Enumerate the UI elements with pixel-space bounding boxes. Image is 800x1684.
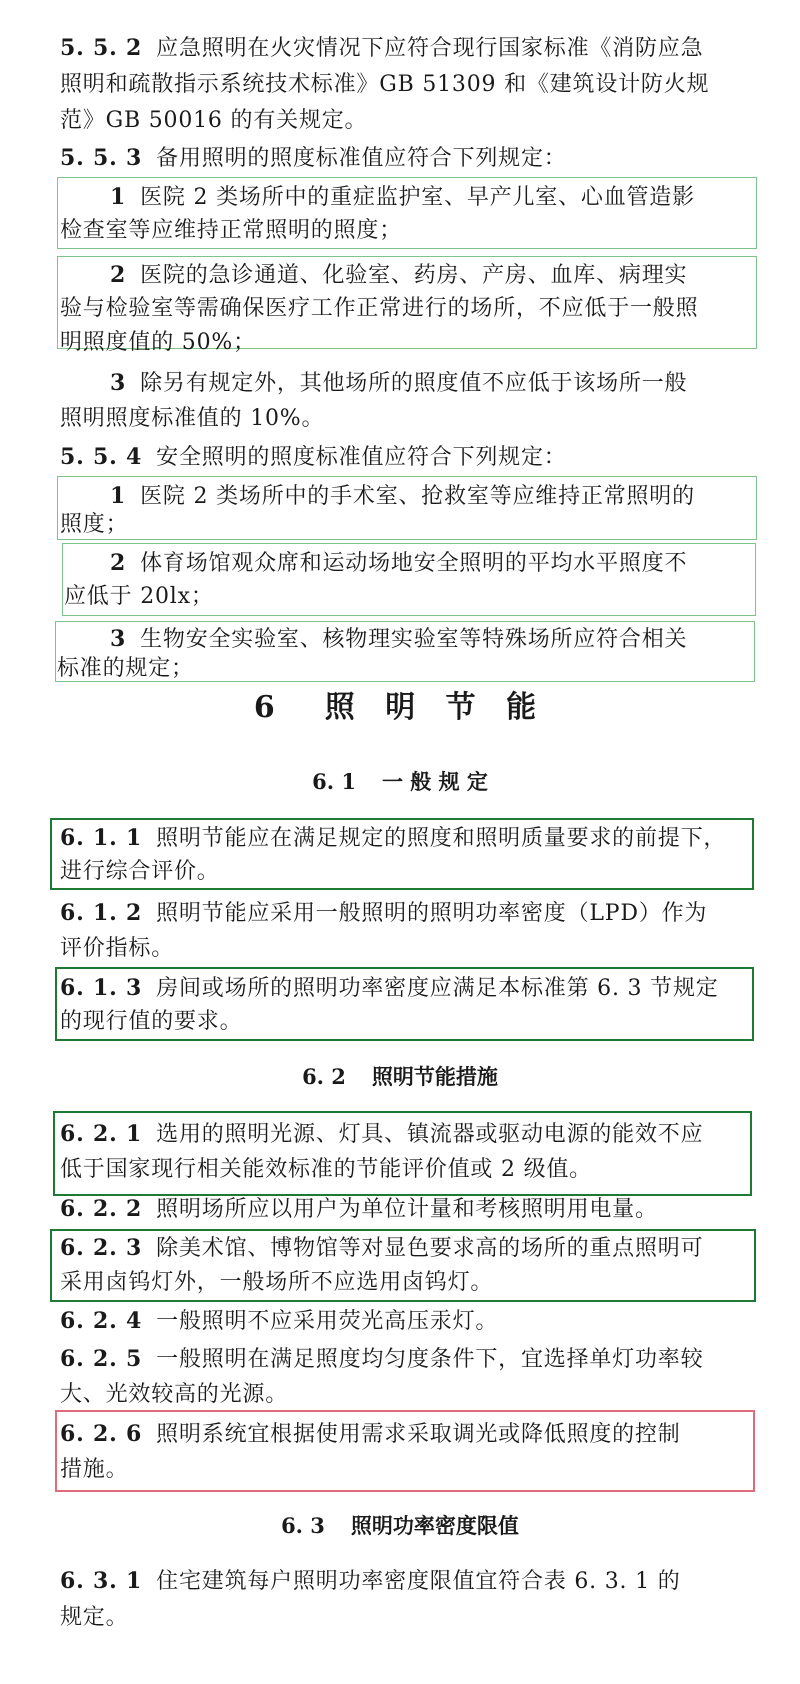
clause-6-1-1-line-1: 6. 1. 1 照明节能应在满足规定的照度和照明质量要求的前提下，	[60, 825, 727, 851]
section-6-1-heading	[0, 766, 800, 798]
clause-6-1-3-line-2: 的现行值的要求。	[60, 1009, 243, 1034]
clause-6-3-1-line-2: 规定。	[60, 1605, 129, 1630]
clause-6-1-2-line-2: 评价指标。	[60, 936, 175, 961]
item-5-5-4-2-line-2: 应低于 20lx；	[64, 584, 214, 609]
section-title: 照明节能措施	[371, 1064, 498, 1089]
section-6-2-heading	[0, 1061, 800, 1093]
item-5-5-3-1-line-1: 1 医院 2 类场所中的重症监护室、早产儿室、心血管造影	[110, 184, 695, 210]
item-5-5-4-3-line-1: 3 生物安全实验室、核物理实验室等特殊场所应符合相关	[110, 626, 688, 652]
clause-6-3-1-line-1: 6. 3. 1 住宅建筑每户照明功率密度限值宜符合表 6. 3. 1 的	[60, 1568, 681, 1594]
chapter-heading: 6 照 明 节 能	[253, 690, 547, 725]
section-title: 照明功率密度限值	[350, 1513, 519, 1538]
item-5-5-4-1-line-2: 照度；	[60, 512, 129, 537]
item-5-5-4-3-line-2: 标准的规定；	[57, 656, 194, 681]
clause-6-2-1-line-2: 低于国家现行相关能效标准的节能评价值或 2 级值。	[60, 1157, 592, 1182]
item-5-5-4-2-line-1: 2 体育场馆观众席和运动场地安全照明的平均水平照度不	[110, 550, 688, 576]
clause-6-2-5-line-1: 6. 2. 5 一般照明在满足照度均匀度条件下，宜选择单灯功率较	[60, 1346, 704, 1372]
item-5-5-3-2-line-2: 验与检验室等需确保医疗工作正常进行的场所，不应低于一般照	[60, 296, 699, 321]
clause-5-5-3-line-1: 5. 5. 3 备用照明的照度标准值应符合下列规定：	[60, 145, 567, 171]
clause-5-5-2-line-1: 5. 5. 2 应急照明在火灾情况下应符合现行国家标准《消防应急	[60, 35, 704, 61]
clause-6-2-4-line-1: 6. 2. 4 一般照明不应采用荧光高压汞灯。	[60, 1308, 499, 1334]
clause-5-5-4-line-1: 5. 5. 4 安全照明的照度标准值应符合下列规定：	[60, 444, 567, 470]
item-5-5-3-1-line-2: 检查室等应维持正常照明的照度；	[60, 218, 403, 243]
section-6-3-heading	[0, 1510, 800, 1542]
clause-6-2-6-line-1: 6. 2. 6 照明系统宜根据使用需求采取调光或降低照度的控制	[60, 1421, 681, 1447]
section-number: 6. 3	[281, 1513, 325, 1538]
clause-5-5-2-line-3: 范》GB 50016 的有关规定。	[60, 108, 368, 133]
section-title: 一 般 规 定	[381, 769, 488, 794]
clause-6-1-3-line-1: 6. 1. 3 房间或场所的照明功率密度应满足本标准第 6. 3 节规定	[60, 975, 719, 1001]
section-number: 6. 2	[302, 1064, 346, 1089]
item-5-5-3-3-line-2: 照明照度标准值的 10%。	[60, 406, 325, 431]
item-5-5-3-2-line-1: 2 医院的急诊通道、化验室、药房、产房、血库、病理实	[110, 262, 688, 288]
clause-5-5-2-line-2: 照明和疏散指示系统技术标准》GB 51309 和《建筑设计防火规	[60, 72, 710, 97]
item-5-5-3-3-line-1: 3 除另有规定外，其他场所的照度值不应低于该场所一般	[110, 370, 688, 396]
clause-6-2-6-line-2: 措施。	[60, 1457, 129, 1482]
item-5-5-4-1-line-1: 1 医院 2 类场所中的手术室、抢救室等应维持正常照明的	[110, 483, 695, 509]
clause-6-2-5-line-2: 大、光效较高的光源。	[60, 1382, 289, 1407]
clause-6-2-3-line-1: 6. 2. 3 除美术馆、博物馆等对显色要求高的场所的重点照明可	[60, 1235, 704, 1261]
clause-6-1-2-line-1: 6. 1. 2 照明节能应采用一般照明的照明功率密度（LPD）作为	[60, 900, 708, 926]
clause-6-2-3-line-2: 采用卤钨灯外，一般场所不应选用卤钨灯。	[60, 1270, 494, 1295]
item-5-5-3-2-line-3: 明照度值的 50%；	[60, 330, 256, 355]
clause-6-2-2-line-1: 6. 2. 2 照明场所应以用户为单位计量和考核照明用电量。	[60, 1196, 658, 1222]
clause-6-2-1-line-1: 6. 2. 1 选用的照明光源、灯具、镇流器或驱动电源的能效不应	[60, 1121, 704, 1147]
section-number: 6. 1	[312, 769, 356, 794]
clause-6-1-1-line-2: 进行综合评价。	[60, 859, 220, 884]
